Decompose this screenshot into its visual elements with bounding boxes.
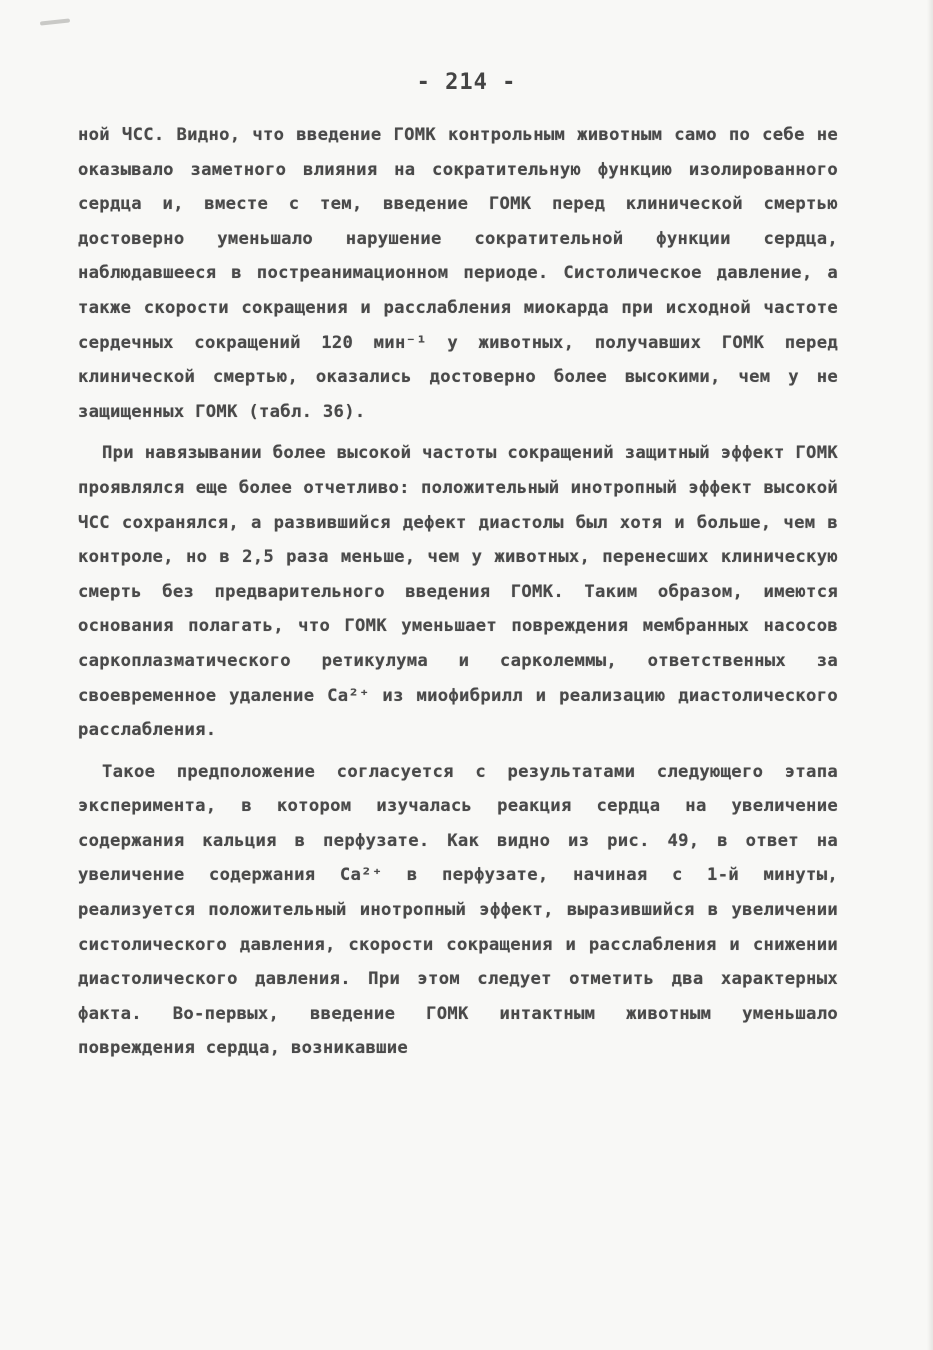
paragraph-3: Такое предположение согласуется с результатами следующего этапа эксперимента, в котором изучалась реакция сердца на увеличение содержания кальция в перфузате. Как видно из рис. 49, в ответ на увеличение содержания Ca²⁺ в перфузате, начиная с 1-й минуты, реализуется положительный инотропный эффект, выразившийся в увеличении систолического давления, скорости сокращения и расслабления и снижении диастолического давления. При этом следует отметить два характерных факта. Во-первых, введение ГОМК интактным животным уменьшало повреждения сердца, возникавшие: [78, 761, 838, 1059]
page-number: - 214 -: [416, 70, 517, 95]
scan-artifact: [40, 18, 70, 25]
paragraph-1: ной ЧСС. Видно, что введение ГОМК контрольным животным само по себе не оказывало заметного влияния на сократительную функцию изолированного сердца и, вместе с тем, введение ГОМК перед клинической смертью достоверно уменьшало нарушение сократительной функции сердца, наблюдавшееся в постреанимационном периоде. Систолическое давление, а также скорости сокращения и расслабления миокарда при исходной частоте сердечных сокращений 120 мин⁻¹ у животных, получавших ГОМК перед клинической смертью, оказались достоверно более высокими, чем у не защищенных ГОМК (табл. 36).: [78, 125, 838, 422]
page-edge-shadow: [927, 0, 933, 1350]
body-text: [78, 118, 838, 1066]
paragraph-2: При навязывании более высокой частоты сокращений защитный эффект ГОМК проявлялся еще более отчетливо: положительный инотропный эффект высокой ЧСС сохранялся, а развившийся дефект диастолы был хотя и больше, чем в контроле, но в 2,5 раза меньше, чем у животных, перенесших клиническую смерть без предварительного введения ГОМК. Таким образом, имеются основания полагать, что ГОМК уменьшает повреждения мембранных насосов саркоплазматического ретикулума и сарколеммы, ответственных за своевременное удаление Ca²⁺ из миофибрилл и реализацию диастолического расслабления.: [78, 443, 838, 741]
